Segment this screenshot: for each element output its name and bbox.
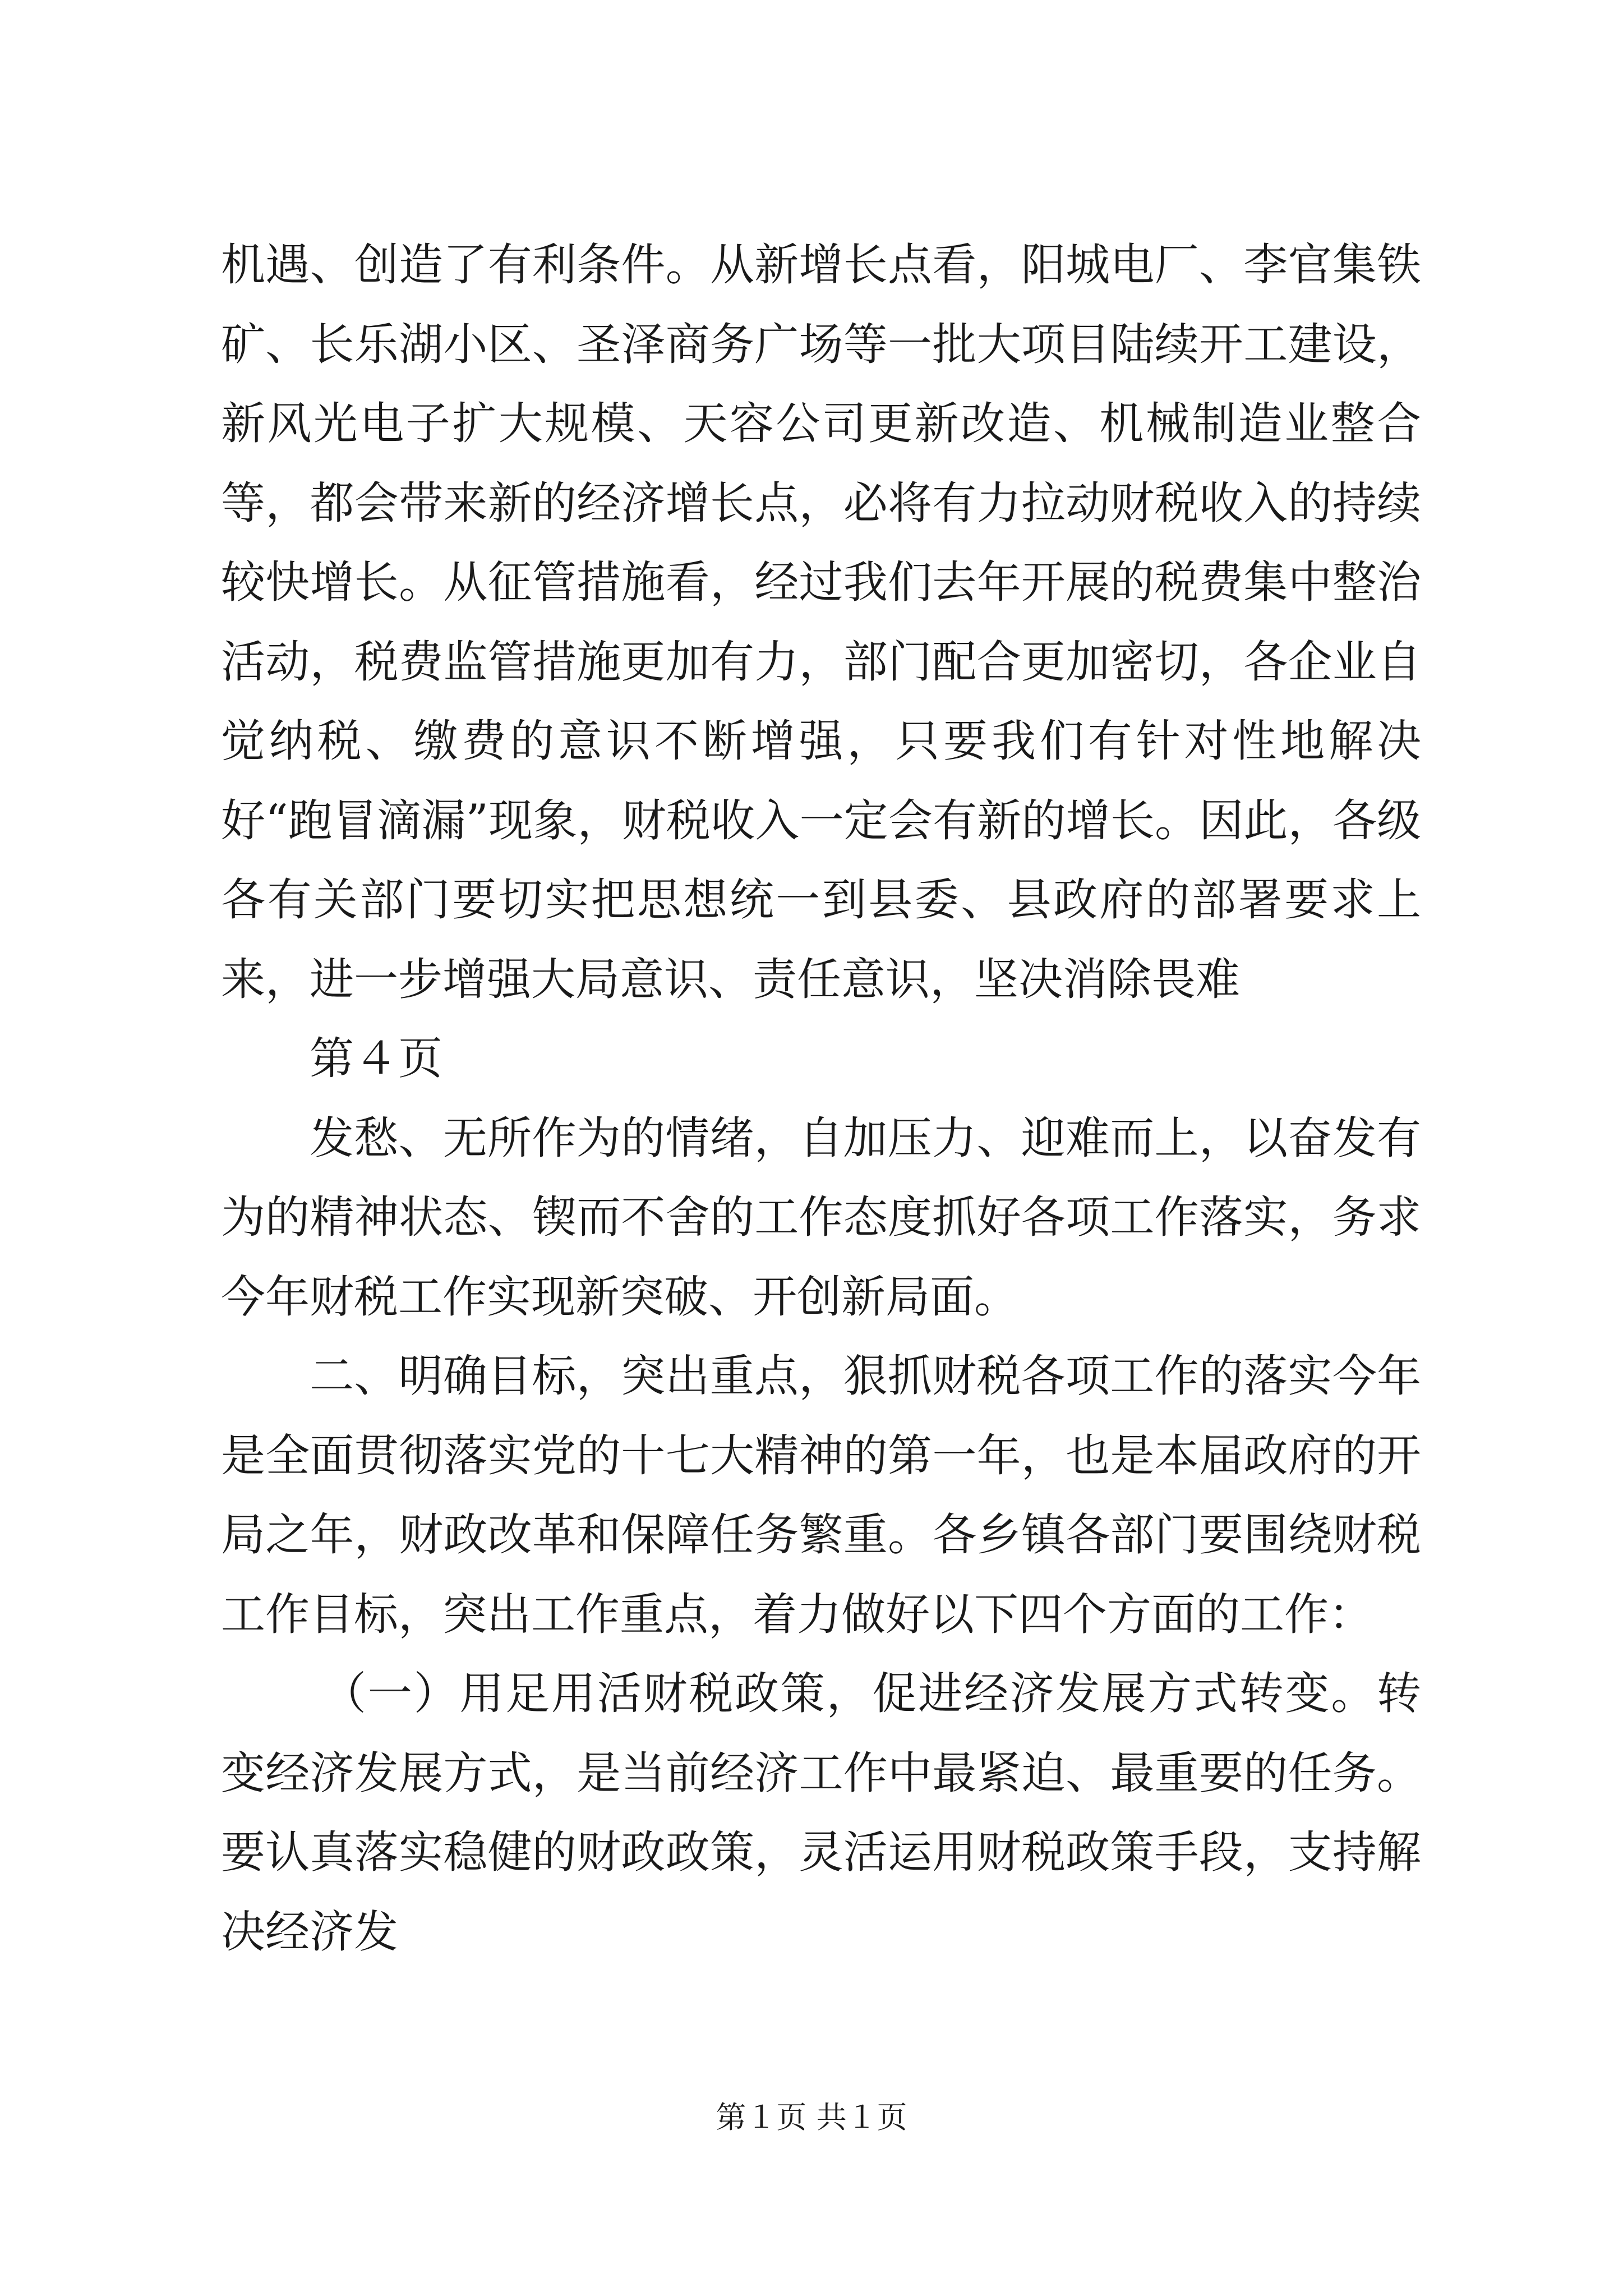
section-heading-two: 二、明确目标，突出重点，狠抓财税各项工作的落实今年是全面贯彻落实党的十七大精神的第一年，也是本届政府的开局之年，财政改革和保障任务繁重。各乡镇各部门要围绕财税工作目标，突出工作重点，着力做好以下四个方面的工作： [221, 1350, 1421, 1640]
page-footer: 第１页 共１页 [716, 2100, 907, 2135]
document-body [221, 226, 1421, 1972]
paragraph-resolve: 发愁、无所作为的情绪，自加压力、迎难而上，以奋发有为的精神状态、锲而不舍的工作态度抓好各项工作落实，务求今年财税工作实现新突破、开创新局面。 [221, 1112, 1421, 1323]
subsection-one: （一）用足用活财税政策，促进经济发展方式转变。转变经济发展方式，是当前经济工作中最紧迫、最重要的任务。要认真落实稳健的财政政策，灵活运用财税政策手段，支持解决经济发 [221, 1668, 1421, 1958]
paragraph-continuation: 机遇、创造了有利条件。从新增长点看，阳城电厂、李官集铁矿、长乐湖小区、圣泽商务广场等一批大项目陆续开工建设，新风光电子扩大规模、天容公司更新改造、机械制造业整合等，都会带来新的经济增长点，必将有力拉动财税收入的持续较快增长。从征管措施看，经过我们去年开展的税费集中整治活动，税费监管措施更加有力，部门配合更加密切，各企业自觉纳税、缴费的意识不断增强，只要我们有针对性地解决好“跑冒滴漏”现象，财税收入一定会有新的增长。因此，各级各有关部门要切实把思想统一到县委、县政府的部署要求上来，进一步增强大局意识、责任意识，坚决消除畏难 [221, 239, 1421, 1005]
inline-page-marker: 第４页 [310, 1033, 442, 1084]
